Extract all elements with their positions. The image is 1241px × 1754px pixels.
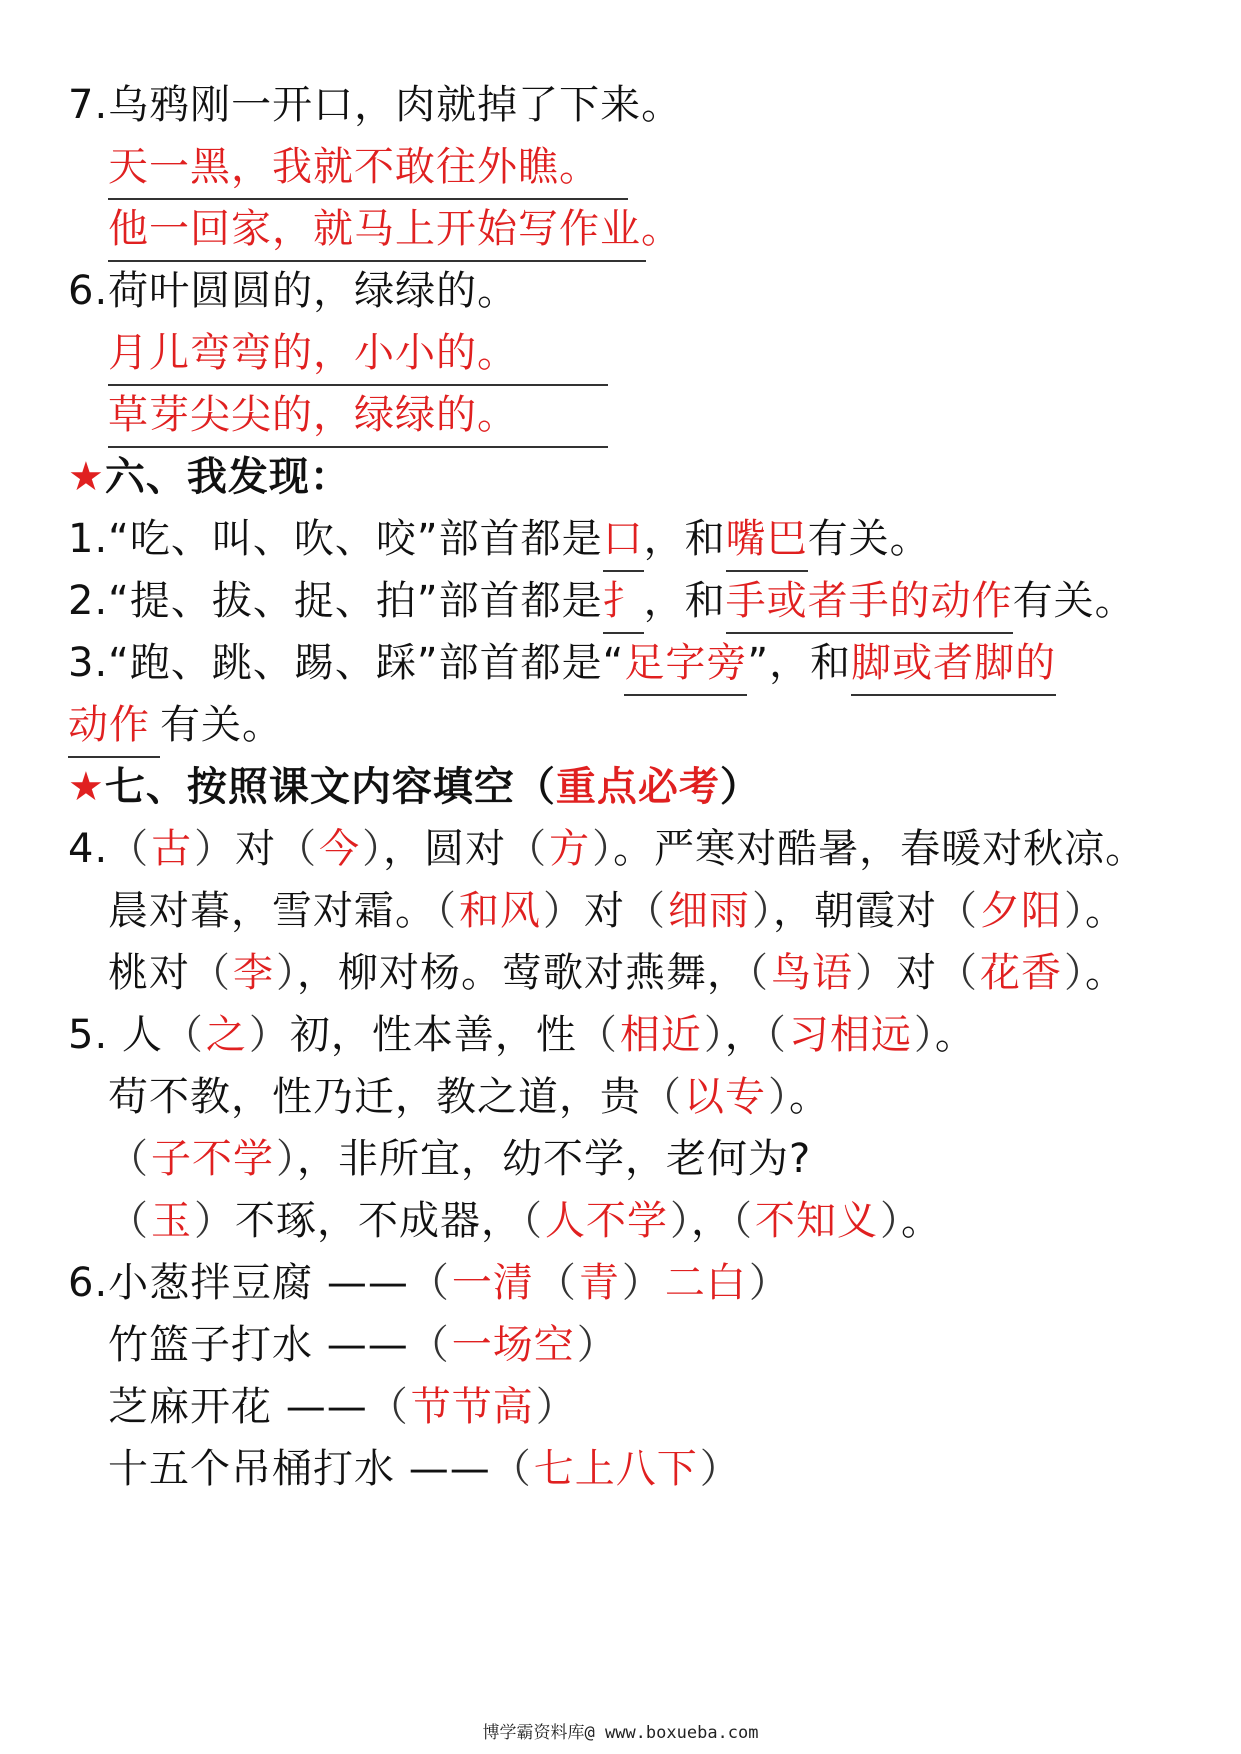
fill-line: 桃对（李），柳对杨。莺歌对燕舞，（鸟语）对（花香）。 — [108, 950, 1126, 996]
fill-line: （子不学），非所宜，幼不学，老何为? — [108, 1136, 812, 1182]
saying-line: 6.小葱拌豆腐 ——（一清（青）二白） — [68, 1260, 790, 1306]
discover-item: 1.“吃、叫、吹、咬”部首都是口，和嘴巴有关。 — [68, 508, 931, 570]
fill-line: 5. 人（之）初，性本善，性（相近），（习相远）。 — [68, 1012, 976, 1058]
discover-item-continued: 动作 有关。 — [68, 694, 283, 756]
section-6-title: ★六、我发现： — [68, 454, 351, 500]
star-icon: ★ — [68, 764, 105, 810]
answer-line: 草芽尖尖的，绿绿的。 — [108, 384, 608, 446]
fill-line: 4.（古）对（今），圆对（方）。严寒对酷暑，春暖对秋凉。 — [68, 826, 1147, 872]
question-6-line: 6.荷叶圆圆的，绿绿的。 — [68, 268, 519, 314]
section-7-title: ★七、按照课文内容填空（重点必考） — [68, 764, 761, 810]
answer-line: 他一回家，就马上开始写作业。 — [108, 198, 646, 260]
fill-line: （玉）不琢，不成器，（人不学），（不知义）。 — [108, 1198, 942, 1244]
question-7-line: 7.乌鸦刚一开口，肉就掉了下来。 — [68, 82, 683, 128]
discover-item: 2.“提、拔、捉、拍”部首都是扌，和手或者手的动作有关。 — [68, 570, 1136, 632]
saying-line: 芝麻开花 ——（节节高） — [108, 1384, 577, 1430]
saying-line: 十五个吊桶打水 ——（七上八下） — [108, 1446, 741, 1492]
saying-line: 竹篮子打水 ——（一场空） — [108, 1322, 618, 1368]
star-icon: ★ — [68, 454, 105, 500]
discover-item: 3.“跑、跳、踢、踩”部首都是“足字旁”，和脚或者脚的 — [68, 632, 1056, 694]
answer-line: 月儿弯弯的，小小的。 — [108, 322, 608, 384]
fill-line: 晨对暮，雪对霜。（和风）对（细雨），朝霞对（夕阳）。 — [108, 888, 1126, 934]
page-footer: 博学霸资料库@ www.boxueba.com — [482, 1723, 759, 1743]
fill-line: 苟不教，性乃迁，教之道，贵（以专）。 — [108, 1074, 830, 1120]
answer-line: 天一黑，我就不敢往外瞧。 — [108, 136, 628, 198]
